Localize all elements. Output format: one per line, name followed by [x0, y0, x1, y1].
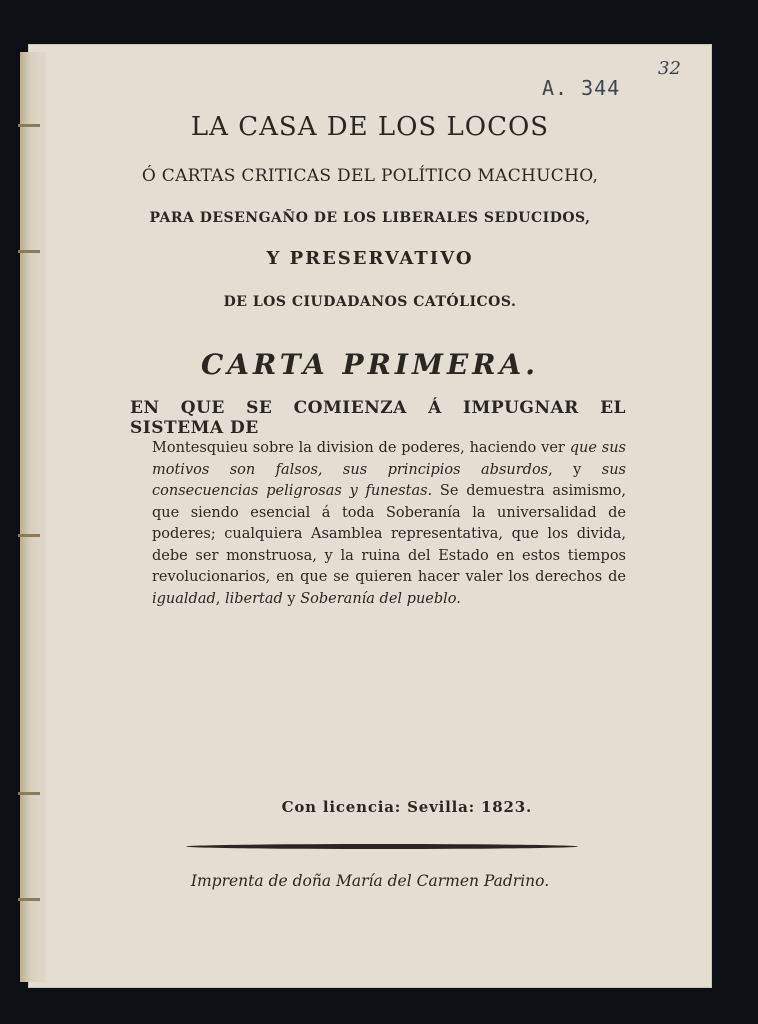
- stitched-spine: [20, 52, 46, 982]
- summary-italic: libertad: [224, 590, 283, 607]
- subtitle-line-3: Y PRESERVATIVO: [266, 248, 474, 269]
- summary-italic: Soberanía del pueblo.: [300, 590, 461, 607]
- summary-italic: que sus motivos son falsos, sus principios absurdos: [152, 440, 626, 478]
- summary-italic: igualdad: [152, 590, 216, 607]
- summary-text: , y: [548, 461, 602, 478]
- summary-text: Montesquieu sobre la division de poderes, haciendo ver: [152, 440, 570, 456]
- subtitle-line-1: Ó CARTAS CRITICAS DEL POLÍTICO MACHUCHO,: [141, 166, 599, 186]
- summary-text: ,: [215, 590, 225, 607]
- subtitle-line-4: DE LOS CIUDADANOS CATÓLICOS.: [223, 294, 517, 310]
- main-title: LA CASA DE LOS LOCOS: [190, 112, 550, 142]
- binding-thread: [18, 534, 40, 537]
- binding-thread: [18, 898, 40, 901]
- summary-text: Se demuestra asimismo, que siendo esencial á toda Soberanía la universalidad de poderes; cualquiera Asamblea representativa, que los divida, debe ser monstruosa, y la ruina del Estado en estos tiempos revolucionarios, en que se quieren hacer valer los derechos de: [152, 483, 627, 585]
- pencil-shelfmark: A. 344: [542, 76, 621, 100]
- subtitle-line-2: PARA DESENGAÑO DE LOS LIBERALES SEDUCIDOS,: [149, 210, 591, 226]
- folio-number: 32: [658, 58, 681, 79]
- license-line: Con licencia: Sevilla: 1823.: [281, 798, 532, 816]
- summary-lead: EN QUE SE COMIENZA Á IMPUGNAR EL SISTEMA DE: [130, 398, 626, 438]
- letter-summary: [130, 398, 626, 610]
- printer-line: Imprenta de doña María del Carmen Padrino.: [190, 872, 550, 890]
- summary-italic: sus consecuencias peligrosas y funestas.: [152, 461, 626, 499]
- letter-heading: CARTA PRIMERA.: [200, 348, 540, 381]
- summary-text: y: [282, 590, 301, 607]
- decorative-rule: [186, 844, 578, 849]
- summary-body: [130, 438, 626, 610]
- binding-thread: [18, 792, 40, 795]
